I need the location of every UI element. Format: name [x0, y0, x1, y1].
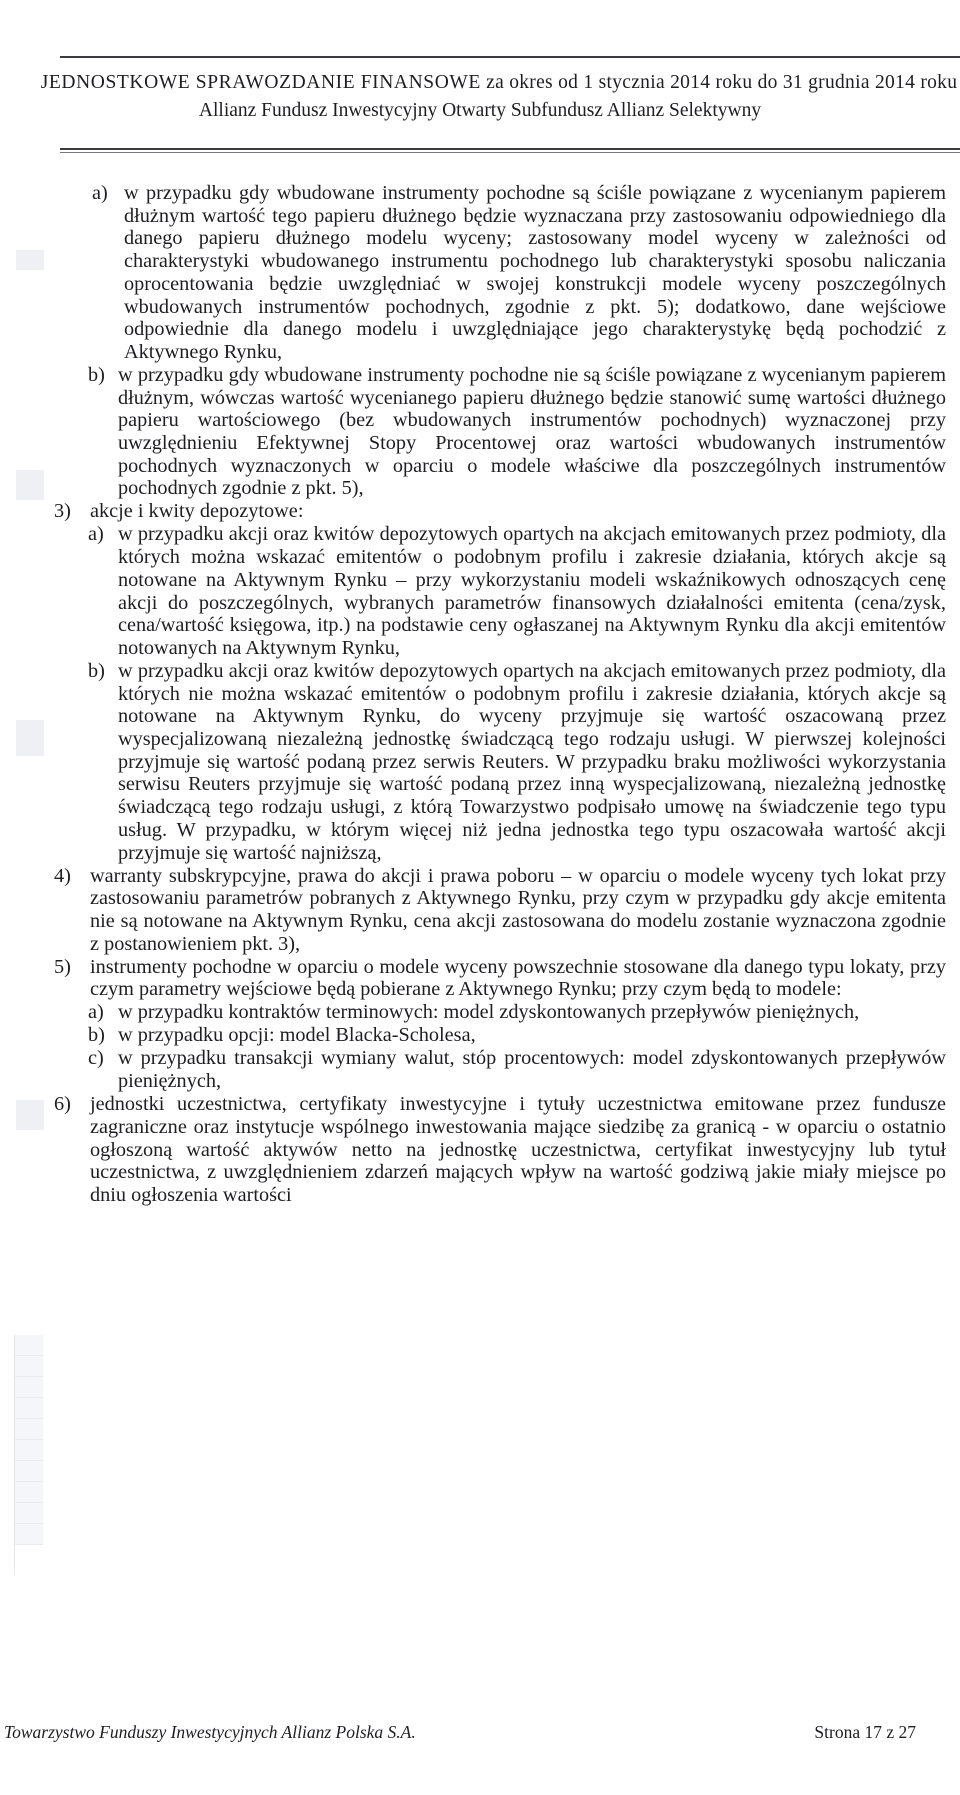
sub-list-item — [56, 660, 946, 864]
sub-list-item — [56, 364, 946, 500]
header-rule-bottom-thin — [60, 152, 960, 153]
list-label: b) — [88, 1024, 105, 1047]
header-rule-top — [60, 56, 960, 58]
list-text: w przypadku transakcji wymiany walut, stóp procentowych: model zdyskontowanych przepływów pieniężnych, — [118, 1047, 946, 1093]
list-label: 3) — [54, 500, 71, 523]
list-text: w przypadku gdy wbudowane instrumenty pochodne nie są ściśle powiązane z wycenianym papierem dłużnym, wówczas wartość wycenianego papieru dłużnego będzie stanowić sumę wartości dłużnego papieru wartościowego (bez wbudowanych instrumentów pochodnych) wyznaczonej przy uwzględnieniu Efektywnej Stopy Procentowej oraz wartości wbudowanych instrumentów pochodnych wyznaczonych w oparciu o modele właściwe dla poszczególnych instrumentów pochodnych zgodnie z pkt. 5), — [118, 363, 946, 500]
list-label: a) — [88, 1001, 104, 1024]
sub-list-item — [56, 182, 946, 364]
report-period: za okres od 1 stycznia 2014 roku do 31 grudnia 2014 roku — [480, 72, 958, 93]
report-title-caps: JEDNOSTKOWE SPRAWOZDANIE FINANSOWE — [40, 72, 481, 93]
footer-page-number: Strona 17 z 27 — [814, 1722, 916, 1742]
list-label: b) — [88, 659, 105, 682]
header-rule-bottom — [60, 148, 960, 150]
list-text: w przypadku akcji oraz kwitów depozytowych opartych na akcjach emitowanych przez podmioty, dla których można wskazać emitentów o podobnym profilu i zakresie działania, których akcje są notowane na Aktywnym Rynku – przy wykorzystaniu modeli wskaźnikowych odnoszących cenę akcji do poszczególnych, wybranych parametrów finansowych działalności emitenta (cena/zysk, cena/wartość księgowa, itp.) na podstawie ceny ogłaszanej na Aktywnym Rynku dla akcji emitentów notowanych na Aktywnym Rynku, — [118, 523, 946, 659]
sub-list-item — [56, 1001, 946, 1024]
list-label: b) — [88, 363, 105, 386]
list-text: w przypadku akcji oraz kwitów depozytowych opartych na akcjach emitowanych przez podmioty, dla których nie można wskazać emitentów o podobnym profilu i zakresie działania, których akcje są notowane na Aktywnym Rynku, do wyceny przyjmuje się wartość oszacowaną przez wyspecjalizowaną niezależną jednostkę świadczącą tego rodzaju usługi. W pierwszej kolejności przyjmuje się wartość podaną przez serwis Reuters. W przypadku braku możliwości wykorzystania serwisu Reuters przyjmuje się wartość podaną przez inną wyspecjalizowaną, niezależną jednostkę świadczącą tego rodzaju usługi, z którą Towarzystwo podpisało umowę na świadczenie tego typu usług. W przypadku, w którym więcej niż jedna jednostka tego typu oszacowała wartość akcji przyjmuje się wartość najniższą, — [118, 659, 946, 864]
list-text: warranty subskrypcyjne, prawa do akcji i prawa poboru – w oparciu o modele wyceny tych lokat przy zastosowaniu parametrów pobranych z Aktywnego Rynku, przy czym w przypadku gdy akcje emitenta nie są notowane na Aktywnym Rynku, cena akcji zastosowana do modelu zostanie wyznaczona zgodnie z postanowieniem pkt. 3), — [90, 864, 946, 955]
list-text: akcje i kwity depozytowe: — [90, 500, 304, 523]
document-body — [56, 182, 946, 1207]
list-text: jednostki uczestnictwa, certyfikaty inwestycyjne i tytuły uczestnictwa emitowane przez fundusze zagraniczne oraz instytucje wspólnego inwestowania mające siedzibę za granicą - w oparciu o ostatnio ogłoszoną wartość aktywów netto na jednostkę uczestnictwa, certyfikat inwestycyjny lub tytuł uczestnictwa, z uwzględnieniem zdarzeń mających wpływ na wartość godziwą jakie miały miejsce po dniu ogłoszenia wartości — [90, 1093, 946, 1206]
list-label: c) — [88, 1047, 104, 1070]
list-text: w przypadku opcji: model Blacka-Scholesa, — [118, 1024, 476, 1047]
list-label: a) — [88, 523, 104, 546]
list-label: 5) — [54, 955, 71, 978]
list-label: 6) — [54, 1093, 71, 1116]
footer-company: Towarzystwo Funduszy Inwestycyjnych Allianz Polska S.A. — [4, 1722, 416, 1742]
list-text: w przypadku kontraktów terminowych: model zdyskontowanych przepływów pieniężnych, — [118, 1001, 860, 1024]
report-title — [38, 72, 960, 94]
scan-bleed-table — [14, 1335, 43, 1575]
list-item — [56, 500, 946, 523]
sub-list-item — [56, 1047, 946, 1092]
list-label: 4) — [54, 864, 71, 887]
list-text: w przypadku gdy wbudowane instrumenty pochodne są ściśle powiązane z wycenianym papierem dłużnym wartość tego papieru dłużnego będzie wyznaczana przy zastosowaniu odpowiedniego dla danego papieru dłużnego modelu wyceny; zastosowany model wyceny w zależności od charakterystyki wbudowanego instrumentu pochodnego lub charakterystyki sposobu naliczania oprocentowania będzie uwzględniać w swojej konstrukcji modele wyceny poszczególnych wbudowanych instrumentów pochodnych, zgodnie z pkt. 5); dodatkowo, dane wejściowe odpowiednie dla danego modelu i uwzględniające jego charakterystykę będą pochodzić z Aktywnego Rynku, — [124, 182, 946, 363]
sub-list-item — [56, 523, 946, 659]
list-text: instrumenty pochodne w oparciu o modele wyceny powszechnie stosowane dla danego typu lokaty, przy czym parametry wejściowe będą pobierane z Aktywnego Rynku; przy czym będą to modele: — [90, 955, 946, 1001]
list-label: a) — [92, 182, 108, 204]
list-item — [56, 1093, 946, 1207]
fund-name: Allianz Fundusz Inwestycyjny Otwarty Subfundusz Allianz Selektywny — [198, 100, 762, 121]
list-item — [56, 956, 946, 1001]
list-item — [56, 865, 946, 956]
sub-list-item — [56, 1024, 946, 1047]
